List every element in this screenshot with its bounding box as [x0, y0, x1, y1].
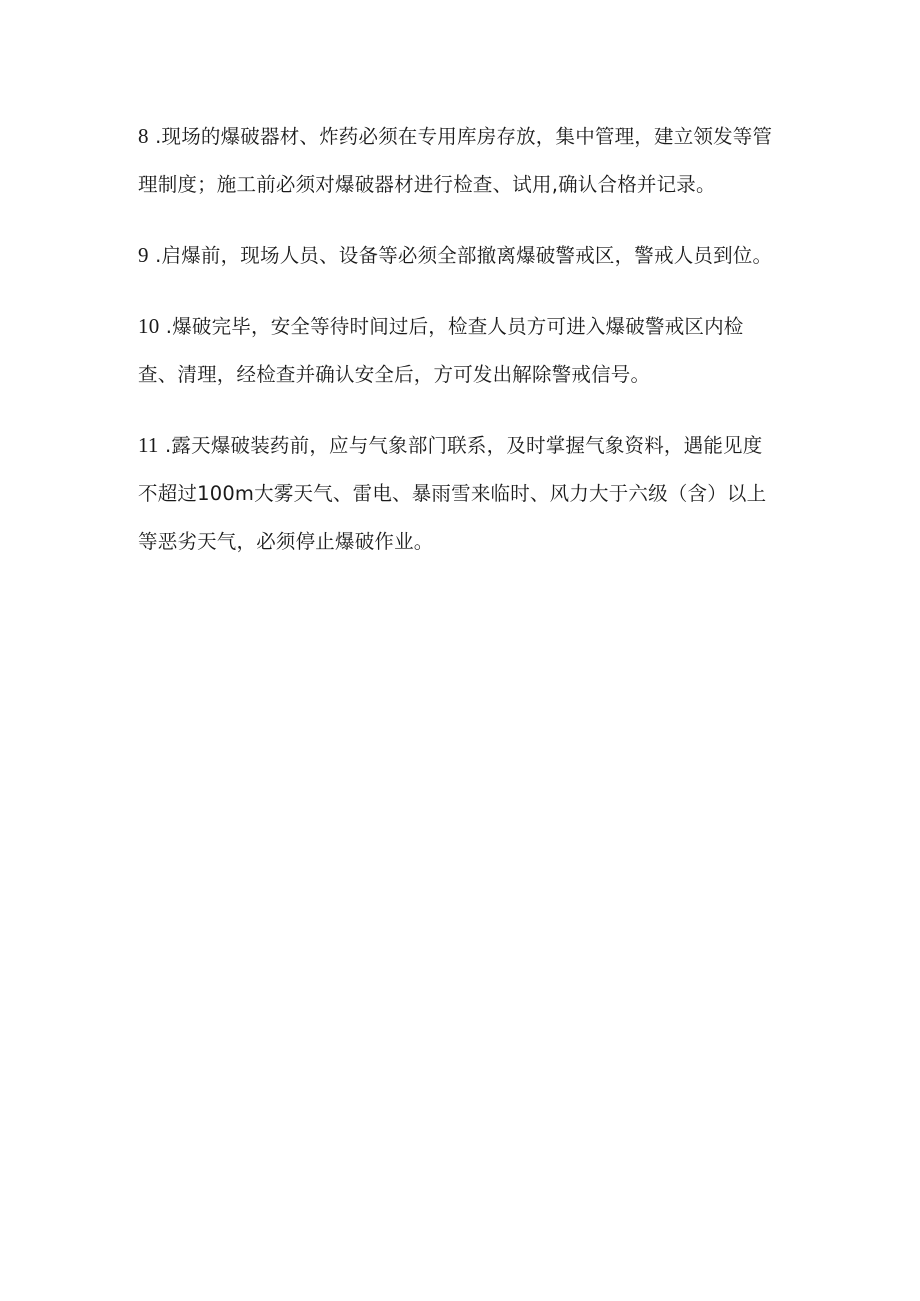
item-11-text-1: .露天爆破装药前，应与气象部门联系，及时掌握气象资料，遇能见度	[158, 434, 763, 457]
item-11-number: 11	[138, 433, 159, 457]
item-9-line-1	[138, 231, 798, 280]
item-10-line-1	[138, 302, 798, 351]
item-11-text-2: 不超过100m大雾天气、雷电、暴雨雪来临时、风力大于六级（含）以上	[138, 482, 767, 505]
item-11-line-1	[138, 421, 798, 470]
item-10-text-1: .爆破完毕，安全等待时间过后，检查人员方可进入爆破警戒区内检	[159, 315, 744, 338]
list-item-11	[138, 421, 798, 566]
list-item-10	[138, 302, 798, 399]
list-item-8	[138, 112, 798, 209]
item-9-number: 9	[138, 243, 149, 267]
item-8-text-1: .现场的爆破器材、炸药必须在专用库房存放，集中管理，建立领发等管	[148, 125, 773, 148]
item-10-number: 10	[138, 314, 160, 338]
list-item-9	[138, 231, 798, 280]
item-11-text-3: 等恶劣天气，必须停止爆破作业。	[138, 530, 434, 553]
item-10-text-2: 查、清理，经检查并确认安全后，方可发出解除警戒信号。	[138, 363, 651, 386]
item-9-text-1: .启爆前，现场人员、设备等必须全部撤离爆破警戒区，警戒人员到位。	[148, 244, 773, 267]
item-8-text-2: 理制度；施工前必须对爆破器材进行检查、试用,确认合格并记录。	[138, 173, 716, 196]
item-8-line-1	[138, 112, 798, 161]
item-8-number: 8	[138, 124, 149, 148]
document-body	[138, 112, 798, 588]
